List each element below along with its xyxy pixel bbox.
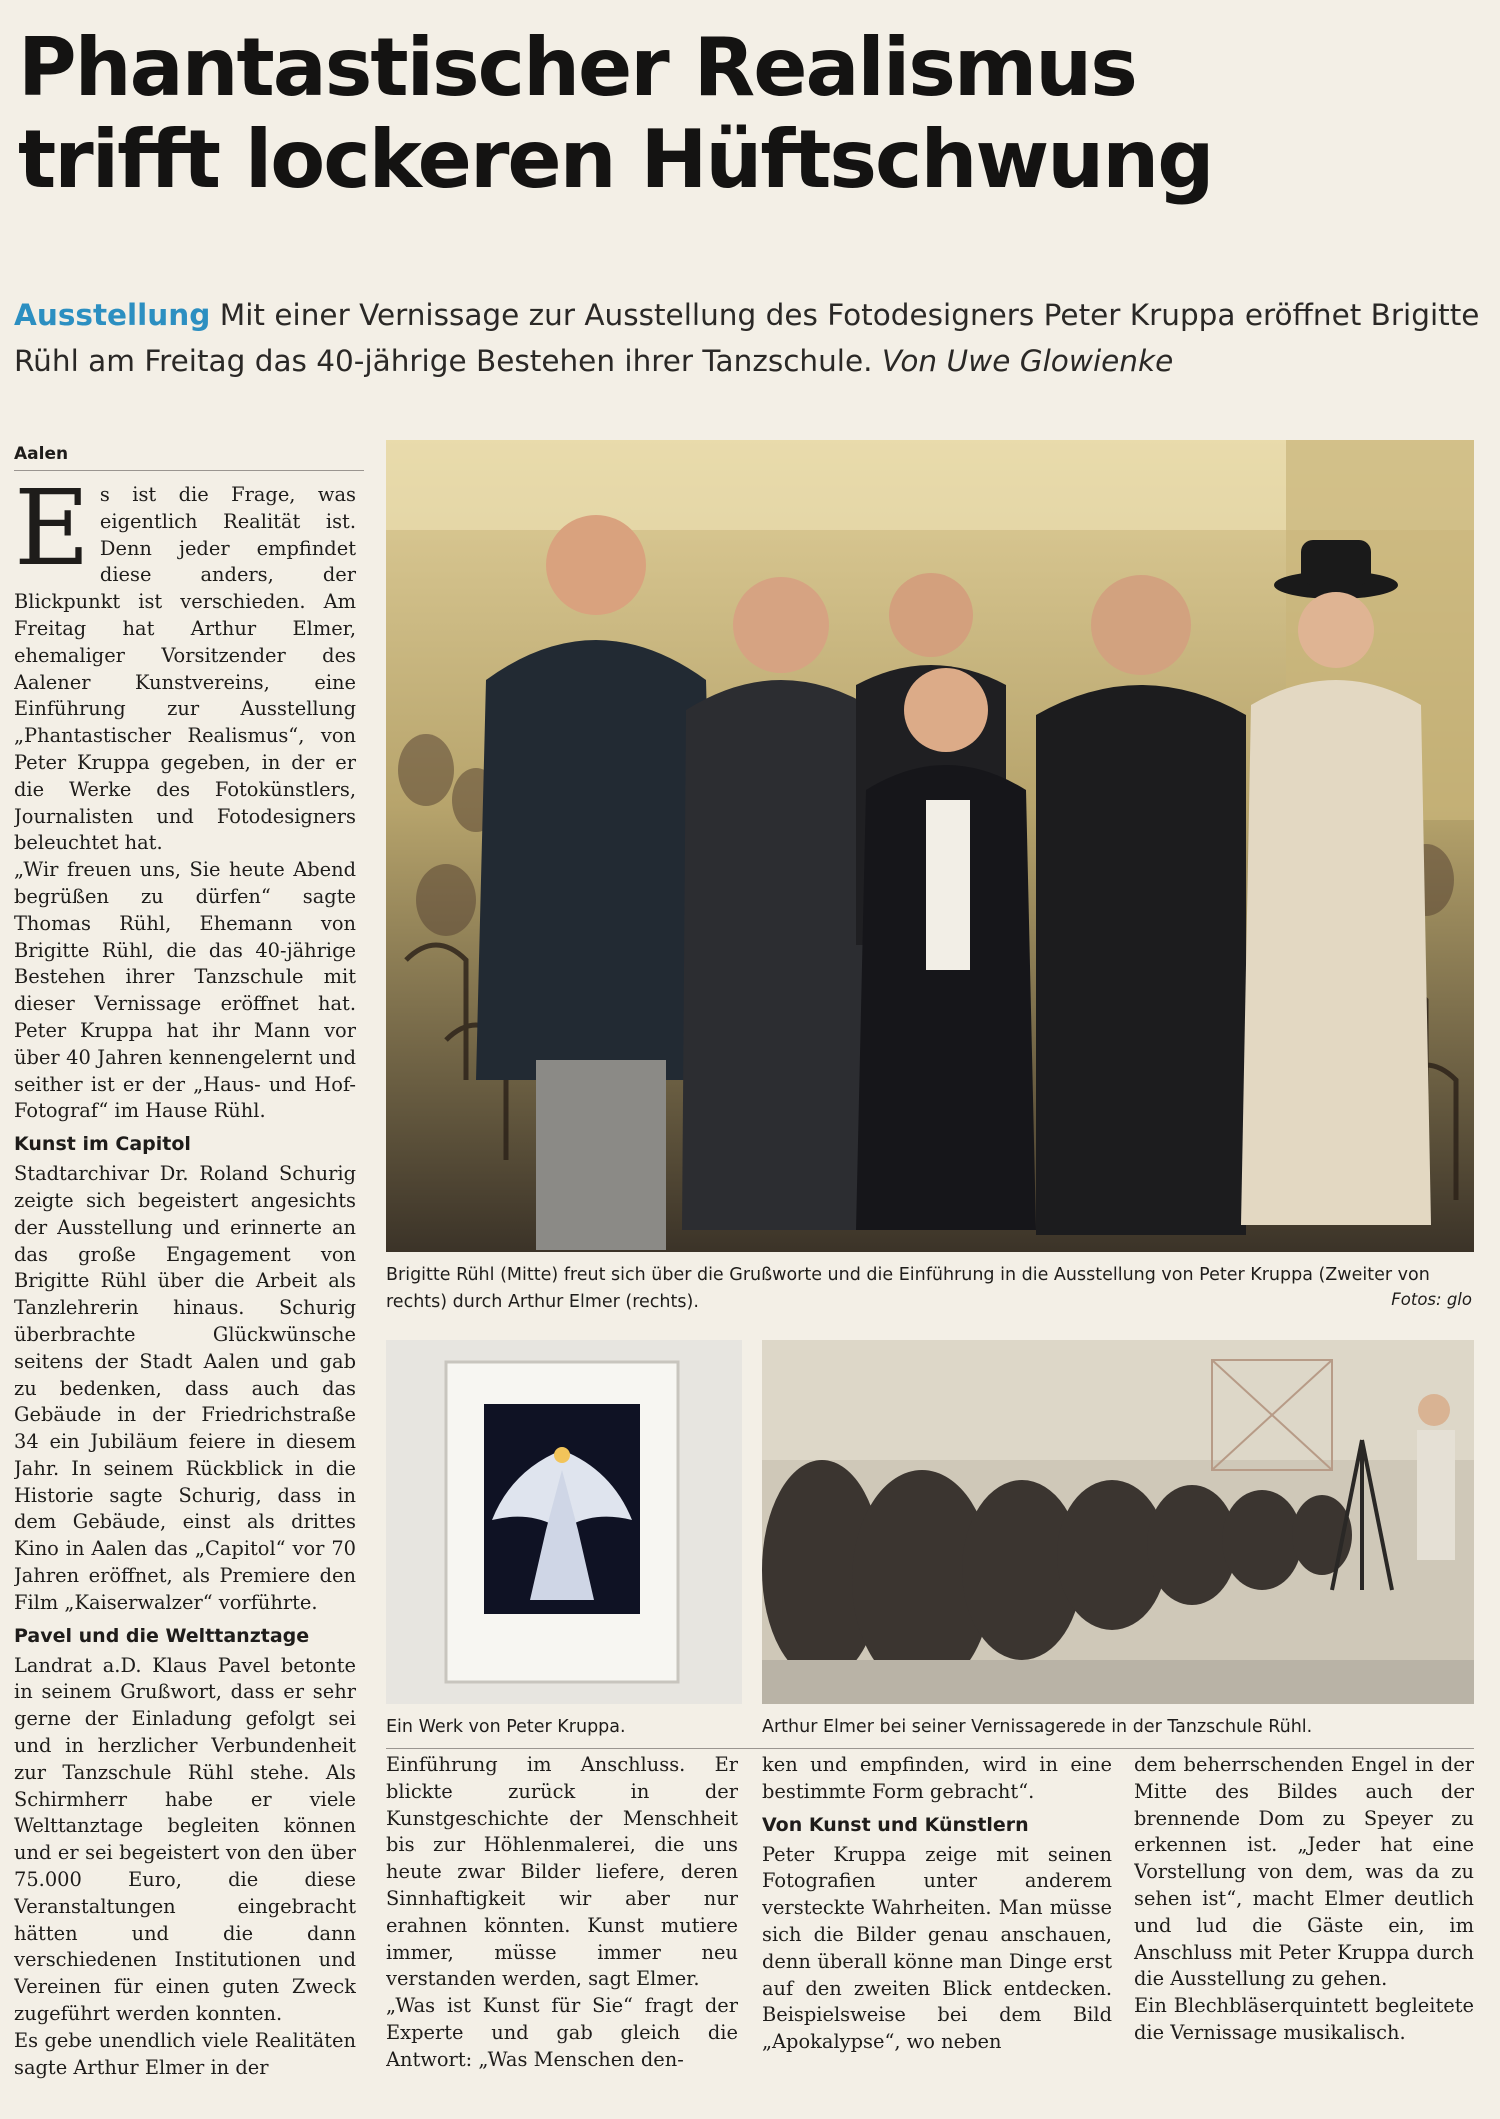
paragraph-intro — [14, 482, 356, 857]
headline-line-1: Phantastischer Realismus — [18, 21, 1136, 114]
subhead-kunst-im-capitol: Kunst im Capitol — [14, 1133, 191, 1156]
paragraph: dem beherrschenden Engel in der Mitte des Bildes auch der brennende Dom zu Speyer zu erkennen ist. „Jeder hat eine Vorstellung von dem, was da zu sehen ist“, macht Elmer deutlich und lud die Gäste ein, im Anschluss mit Peter Kruppa durch die Ausstellung zu gehen. — [1134, 1753, 1474, 1991]
column-3 — [762, 1752, 1112, 2114]
paragraph: Ein Blechbläserquintett begleitete die Vernissage musikalisch. — [1134, 1994, 1474, 2044]
subhead-von-kunst: Von Kunst und Künstlern — [762, 1813, 1029, 1836]
dateline-rule — [14, 470, 364, 471]
byline: Von Uwe Glowienke — [881, 344, 1174, 378]
headline-line-2: trifft lockeren Hüftschwung — [18, 113, 1213, 206]
artwork-caption: Ein Werk von Peter Kruppa. — [386, 1717, 626, 1737]
column-1 — [14, 482, 356, 2112]
headline — [18, 22, 1458, 206]
hall-caption: Arthur Elmer bei seiner Vernissagerede in der Tanzschule Rühl. — [762, 1717, 1313, 1737]
paragraph: „Wir freuen uns, Sie heute Abend begrüßen zu dürfen“ sagte Thomas Rühl, Ehemann von Brigitte Rühl, die das 40-jährige Bestehen ihrer Tanzschule mit dieser Vernissage eröffnet hat. Peter Kruppa hat ihr Mann vor über 40 Jahren kennengelernt und seither ist er der „Haus- und Hof-Fotograf“ im Hause Rühl. — [14, 858, 356, 1123]
column-2 — [386, 1752, 738, 2114]
paragraph: Einführung im Anschluss. Er blickte zurück in der Kunstgeschichte der Menschheit bis zur Höhlenmalerei, die uns heute zwar Bilder liefere, deren Sinnhaftigkeit wir aber nur erahnen könnten. Kunst mutiere immer, müsse immer neu verstanden werden, sagt Elmer. — [386, 1753, 738, 1991]
standfirst — [14, 292, 1484, 384]
paragraph: Peter Kruppa zeige mit seinen Fotografien unter anderem versteckte Wahrheiten. Man müsse sich die Bilder genau anschauen, denn überall könne man Dinge erst auf den zweiten Blick entdecken. Beispielsweise bei dem Bild „Apokalypse“, wo neben — [762, 1842, 1112, 2054]
artwork-illustration — [386, 1340, 742, 1704]
kicker: Ausstellung — [14, 298, 211, 332]
hall-illustration — [762, 1340, 1474, 1704]
dateline: Aalen — [14, 444, 69, 464]
drop-cap: E — [14, 482, 90, 589]
column-4 — [1134, 1752, 1474, 2114]
main-photo — [386, 440, 1474, 1252]
main-photo-caption: Brigitte Rühl (Mitte) freut sich über die Grußworte und die Einführung in die Ausstellung von Peter Kruppa (Zweiter von rechts) durch Arthur Elmer (rechts). — [386, 1265, 1430, 1312]
standfirst-text: Mit einer Vernissage zur Ausstellung des Fotodesigners Peter Kruppa eröffnet Brigitte Rühl am Freitag das 40-jährige Bestehen ihrer Tanzschule. — [14, 298, 1480, 378]
subhead-pavel: Pavel und die Welttanztage — [14, 1624, 310, 1647]
photo-credit: Fotos: glo — [1391, 1290, 1472, 1309]
group-photo-illustration — [386, 440, 1474, 1252]
paragraph-intro-text: s ist die Frage, was eigentlich Realität ist. Denn jeder empfindet diese anders, der Blickpunkt ist verschieden. Am Freitag hat Arthur Elmer, ehemaliger Vorsitzender des Aalener Kunstvereins, eine Einführung zur Ausstellung „Phantastischer Realismus“, von Peter Kruppa gegeben, in der er die Werke des Fotokünstlers, Journalisten und Fotodesigners beleuchtet hat. — [14, 483, 356, 855]
paragraph: Stadtarchivar Dr. Roland Schurig zeigte sich begeistert angesichts der Ausstellung und erinnerte an das große Engagement von Brigitte Rühl über die Arbeit als Tanzlehrerin hinaus. Schurig überbrachte Glückwünsche seitens der Stadt Aalen und gab zu bedenken, dass auch das Gebäude in der Friedrichstraße 34 ein Jubiläum feiere in diesem Jahr. In seinem Rückblick in die Historie sagte Schurig, dass in dem Gebäude, einst als drittes Kino in Aalen das „Capitol“ vor 70 Jahren eröffnet, als Premiere den Film „Kaiserwalzer“ vorführte. — [14, 1162, 356, 1614]
artwork-photo — [386, 1340, 742, 1704]
paragraph: Es gebe unendlich viele Realitäten sagte Arthur Elmer in der — [14, 2028, 356, 2079]
paragraph: ken und empfinden, wird in eine bestimmte Form gebracht“. — [762, 1753, 1112, 1803]
bottom-section-rule — [386, 1748, 1474, 1749]
paragraph: „Was ist Kunst für Sie“ fragt der Experte und gab gleich die Antwort: „Was Menschen den- — [386, 1994, 738, 2071]
hall-photo — [762, 1340, 1474, 1704]
paragraph: Landrat a.D. Klaus Pavel betonte in seinem Grußwort, dass er sehr gerne der Einladung gefolgt sei und in herzlicher Verbundenheit zur Tanzschule Rühl stehe. Als Schirmherr habe er viele Welttanztage begleiten können und er sei begeistert von den über 75.000 Euro, die diese Veranstaltungen eingebracht hätten und die dann verschiedenen Institutionen und Vereinen für einen guten Zweck zugeführt werden konnten. — [14, 1653, 356, 2026]
